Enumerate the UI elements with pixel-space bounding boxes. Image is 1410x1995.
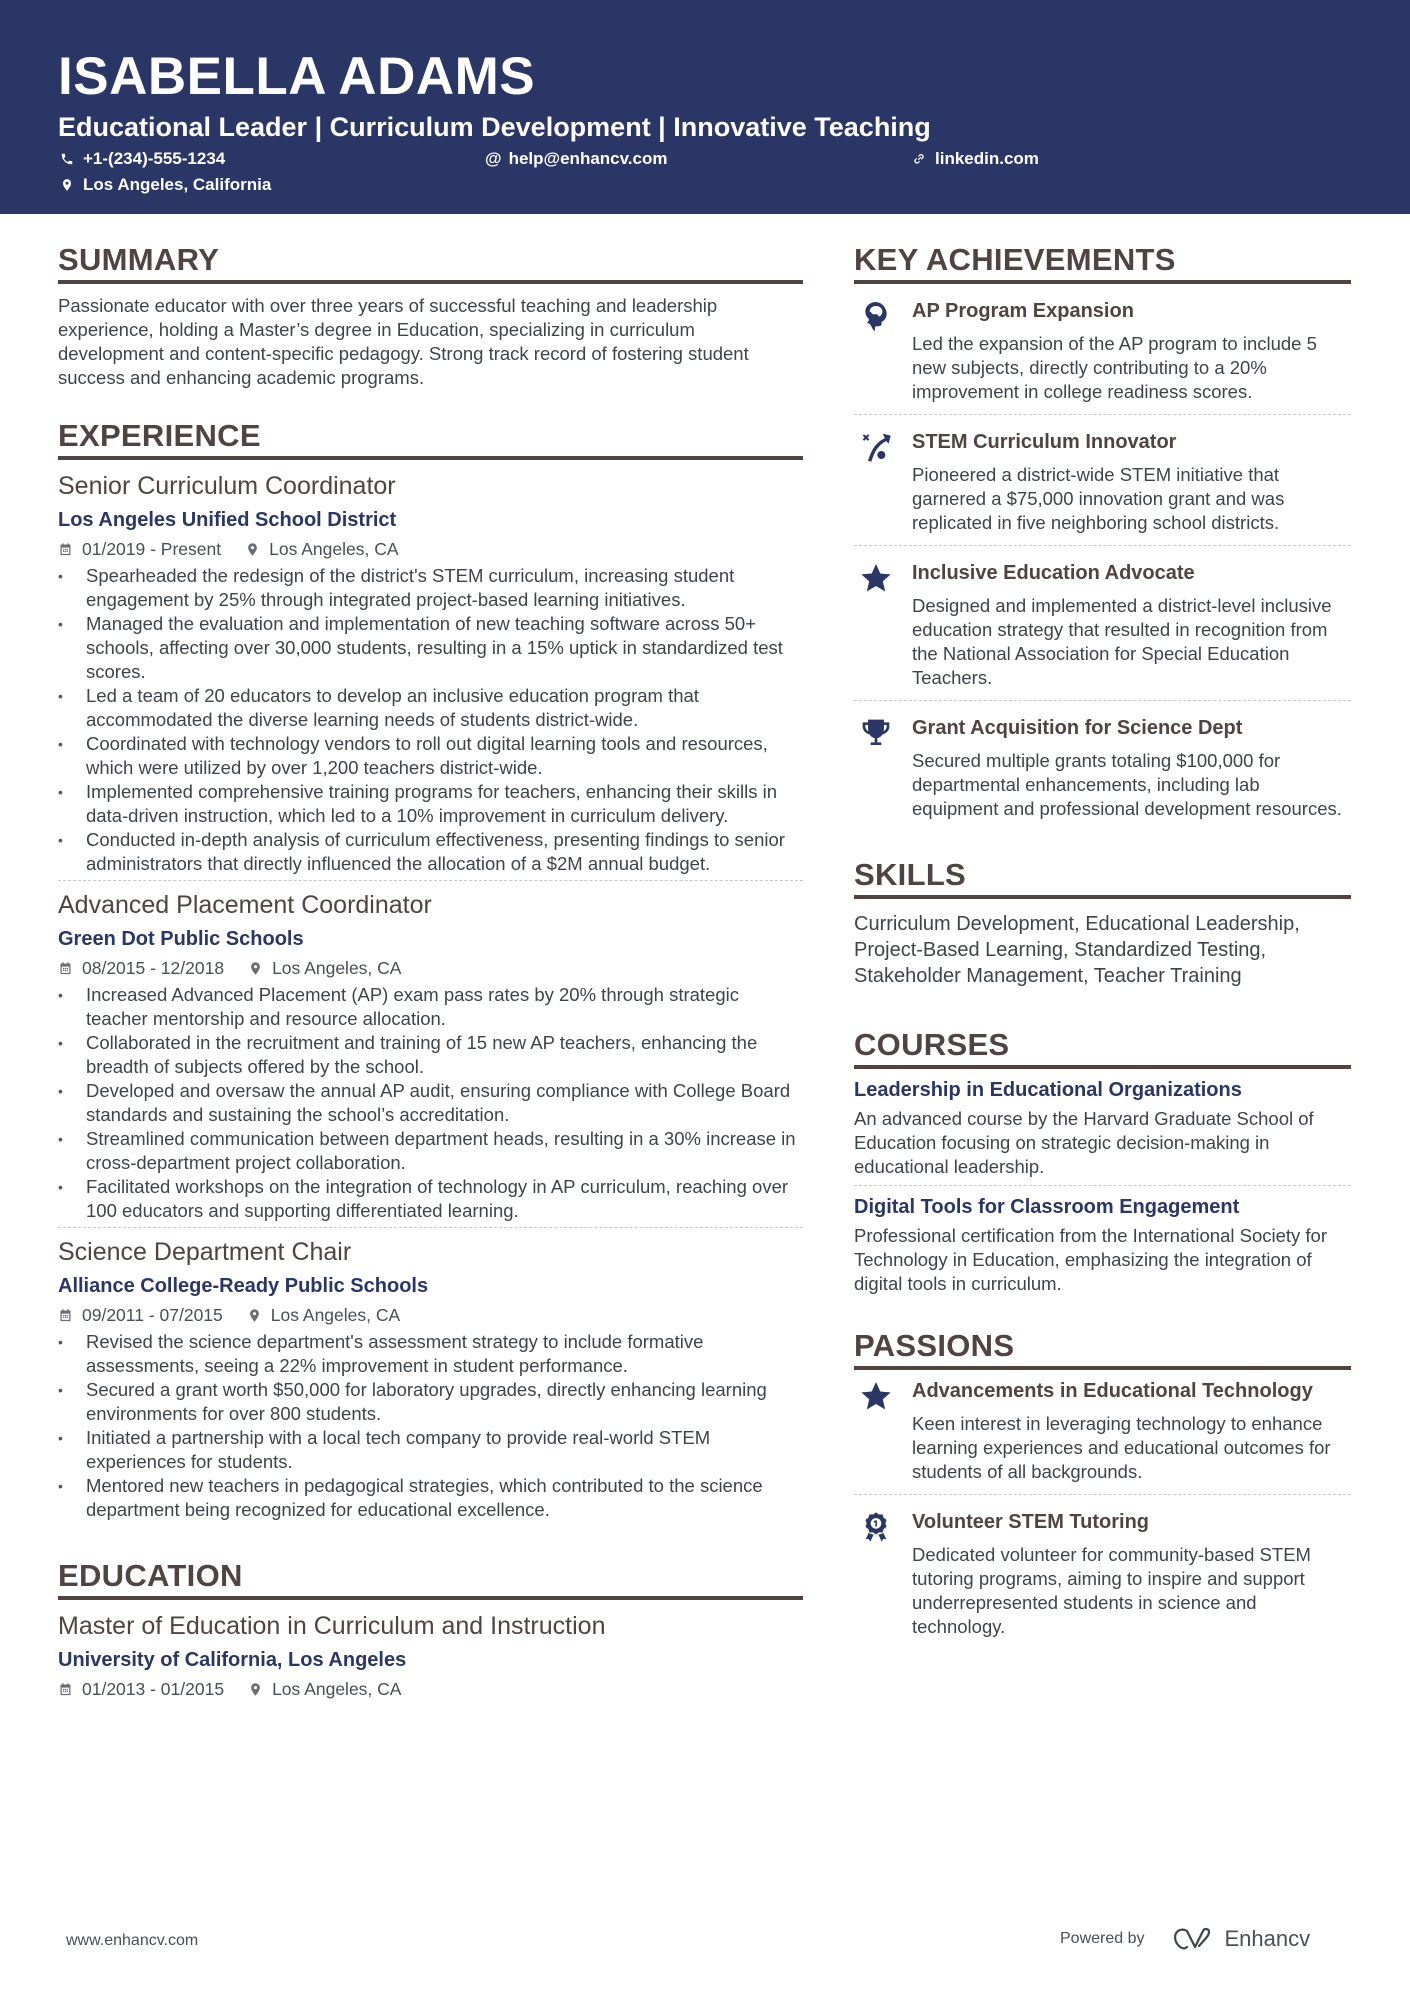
job-bullet: • Mentored new teachers in pedagogical strategies, which contributed to the science department being recognized for educational excellence. <box>58 1474 803 1522</box>
trophy-icon <box>860 717 892 749</box>
candidate-name: ISABELLA ADAMS <box>58 47 536 106</box>
passions-section <box>854 1326 1351 1649</box>
skills-section <box>854 855 1351 989</box>
resume-header <box>0 0 1410 214</box>
achievements-heading: KEY ACHIEVEMENTS <box>854 240 1351 284</box>
at-icon: @ <box>485 149 502 168</box>
linkedin-text: linkedin.com <box>935 149 1039 168</box>
calendar-icon <box>58 542 73 557</box>
job-location <box>247 1302 400 1328</box>
passion-desc: Dedicated volunteer for community-based STEM tutoring programs, aiming to inspire and support underrepresented students in science and technology. <box>912 1544 1311 1637</box>
job-bullet: • Streamlined communication between department heads, resulting in a 30% increase in cross-department project collaboration. <box>58 1127 803 1175</box>
footer-branding <box>1060 1926 1310 1952</box>
education-section <box>58 1556 803 1706</box>
course-item <box>854 1069 1351 1185</box>
job-bullets <box>58 983 803 1223</box>
calendar-icon <box>58 1308 73 1323</box>
experience-entry <box>58 1227 803 1526</box>
powered-by-label: Powered by <box>1060 1930 1145 1947</box>
education-location-text: Los Angeles, CA <box>272 1679 402 1699</box>
job-location <box>245 536 398 562</box>
passion-title: Advancements in Educational Technology <box>912 1380 1313 1402</box>
award-ribbon-icon <box>860 1511 892 1543</box>
job-bullet: • Secured a grant worth $50,000 for laboratory upgrades, directly enhancing learning environments for over 800 students. <box>58 1378 803 1426</box>
passion-title: Volunteer STEM Tutoring <box>912 1511 1150 1533</box>
job-meta <box>58 955 803 981</box>
star-icon <box>860 1380 892 1412</box>
job-bullets <box>58 564 803 876</box>
experience-entry <box>58 880 803 1227</box>
course-desc: An advanced course by the Harvard Graduate School of Education focusing on strategic decision-making in educational leadership. <box>854 1108 1314 1177</box>
location-text: Los Angeles, California <box>83 175 272 194</box>
experience-section <box>58 416 803 1526</box>
contact-phone[interactable] <box>60 148 225 170</box>
experience-heading: EXPERIENCE <box>58 416 803 460</box>
passion-item <box>854 1494 1351 1649</box>
education-location <box>248 1676 401 1702</box>
job-bullet: • Implemented comprehensive training programs for teachers, enhancing their skills in data-driven instruction, which led to a 10% improvement in curriculum delivery. <box>58 780 803 828</box>
passion-item <box>854 1370 1351 1494</box>
company-name: Alliance College-Ready Public Schools <box>58 1275 429 1297</box>
company-name: Green Dot Public Schools <box>58 928 304 950</box>
summary-heading: SUMMARY <box>58 240 803 284</box>
job-bullet: • Initiated a partnership with a local tech company to provide real-world STEM experiences for students. <box>58 1426 803 1474</box>
job-bullet: • Developed and oversaw the annual AP audit, ensuring compliance with College Board standards and sustaining the school’s accreditation. <box>58 1079 803 1127</box>
job-bullet: • Coordinated with technology vendors to roll out digital learning tools and resources, which were utilized by over 1,200 teachers district-wide. <box>58 732 803 780</box>
achievement-desc: Secured multiple grants totaling $100,000 for departmental enhancements, including lab equipment and professional development resources. <box>912 750 1342 819</box>
job-location-text: Los Angeles, CA <box>270 1305 401 1325</box>
job-title: Science Department Chair <box>58 1238 352 1266</box>
achievement-item <box>854 284 1351 414</box>
job-dates: 08/2015 - 12/2018 <box>82 958 225 978</box>
phone-text: +1-(234)-555-1234 <box>83 149 226 168</box>
job-bullet: • Spearheaded the redesign of the district's STEM curriculum, increasing student engagement by 25% through integrated project-based learning initiatives. <box>58 564 803 612</box>
achievement-title: Inclusive Education Advocate <box>912 562 1195 584</box>
location-pin-icon <box>60 178 74 192</box>
job-bullet: • Revised the science department's assessment strategy to include formative assessments, seeing a 22% improvement in student performance. <box>58 1330 803 1378</box>
achievement-item <box>854 414 1351 545</box>
link-icon <box>912 152 926 166</box>
location-pin-icon <box>247 1308 262 1323</box>
head-brain-icon <box>860 300 892 332</box>
achievement-desc: Led the expansion of the AP program to include 5 new subjects, directly contributing to a 20% improvement in college readiness scores. <box>912 333 1317 402</box>
contact-location <box>60 174 271 196</box>
education-heading: EDUCATION <box>58 1556 803 1600</box>
school-name: University of California, Los Angeles <box>58 1649 407 1671</box>
course-item <box>854 1185 1351 1302</box>
summary-text: Passionate educator with over three years of successful teaching and leadership experience, holding a Master’s degree in Education, specializing in curriculum development and content-specific pedagogy. Strong track record of fostering student success and enhancing academic programs. <box>58 295 749 388</box>
passion-desc: Keen interest in leveraging technology to enhance learning experiences and educational outcomes for students of all backgrounds. <box>912 1413 1331 1482</box>
achievement-title: STEM Curriculum Innovator <box>912 431 1177 453</box>
star-icon <box>860 562 892 594</box>
job-bullet: • Conducted in-depth analysis of curriculum effectiveness, presenting findings to senior administrators that directly influenced the allocation of a $2M annual budget. <box>58 828 803 876</box>
achievement-title: AP Program Expansion <box>912 300 1134 322</box>
education-meta <box>58 1676 803 1702</box>
brand-name: Enhancv <box>1224 1926 1311 1951</box>
education-entry <box>58 1600 803 1706</box>
job-dates: 01/2019 - Present <box>82 539 222 559</box>
achievement-title: Grant Acquisition for Science Dept <box>912 717 1243 739</box>
contact-email[interactable] <box>485 148 668 170</box>
job-bullet: • Increased Advanced Placement (AP) exam pass rates by 20% through strategic teacher mentorship and resource allocation. <box>58 983 803 1031</box>
job-meta <box>58 536 803 562</box>
job-location-text: Los Angeles, CA <box>272 958 402 978</box>
course-desc: Professional certification from the International Society for Technology in Education, emphasizing the integration of digital tools in curriculum. <box>854 1225 1328 1294</box>
location-pin-icon <box>245 542 260 557</box>
courses-heading: COURSES <box>854 1025 1351 1069</box>
course-title: Digital Tools for Classroom Engagement <box>854 1196 1240 1218</box>
email-text: help@enhancv.com <box>508 149 668 168</box>
degree-title: Master of Education in Curriculum and Instruction <box>58 1612 606 1640</box>
job-location-text: Los Angeles, CA <box>269 539 399 559</box>
left-column <box>58 240 803 1730</box>
phone-icon <box>60 152 74 166</box>
job-bullet: • Collaborated in the recruitment and training of 15 new AP teachers, enhancing the breadth of subjects offered by the school. <box>58 1031 803 1079</box>
enhancv-logo-icon <box>1171 1926 1217 1952</box>
job-bullet: • Managed the evaluation and implementation of new teaching software across 50+ schools, affecting over 30,000 students, resulting in a 15% uptick in standardized test scores. <box>58 612 803 684</box>
job-bullet: • Led a team of 20 educators to develop an inclusive education program that accommodated the diverse learning needs of students district-wide. <box>58 684 803 732</box>
summary-section <box>58 240 803 390</box>
job-title: Senior Curriculum Coordinator <box>58 472 396 500</box>
strategy-icon <box>860 431 892 463</box>
location-pin-icon <box>248 1682 263 1697</box>
achievement-desc: Designed and implemented a district-level inclusive education strategy that resulted in recognition from the National Association for Special Education Teachers. <box>912 595 1332 688</box>
skills-heading: SKILLS <box>854 855 1351 899</box>
job-dates: 09/2011 - 07/2015 <box>82 1305 223 1325</box>
education-dates: 01/2013 - 01/2015 <box>82 1679 225 1699</box>
contact-linkedin[interactable] <box>912 148 1039 170</box>
achievements-section <box>854 240 1351 831</box>
achievement-item <box>854 545 1351 700</box>
achievement-item <box>854 700 1351 831</box>
job-bullet: • Facilitated workshops on the integration of technology in AP curriculum, reaching over 100 educators and supporting differentiated learning. <box>58 1175 803 1223</box>
passions-heading: PASSIONS <box>854 1326 1351 1370</box>
courses-section <box>854 1025 1351 1302</box>
job-location <box>248 955 401 981</box>
company-name: Los Angeles Unified School District <box>58 509 397 531</box>
right-column <box>854 240 1351 1673</box>
location-pin-icon <box>248 961 263 976</box>
skills-list: Curriculum Development, Educational Leadership, Project-Based Learning, Standardized Testing, Stakeholder Management, Teacher Training <box>854 913 1300 987</box>
enhancv-logo[interactable] <box>1171 1926 1311 1952</box>
job-bullets <box>58 1330 803 1522</box>
experience-entry <box>58 460 803 880</box>
candidate-headline: Educational Leader | Curriculum Development | Innovative Teaching <box>58 112 931 142</box>
footer-website[interactable]: www.enhancv.com <box>66 1932 199 1949</box>
job-title: Advanced Placement Coordinator <box>58 891 432 919</box>
calendar-icon <box>58 961 73 976</box>
achievement-desc: Pioneered a district-wide STEM initiative that garnered a $75,000 innovation grant and was replicated in five neighboring school districts. <box>912 464 1285 533</box>
course-title: Leadership in Educational Organizations <box>854 1079 1242 1101</box>
calendar-icon <box>58 1682 73 1697</box>
job-meta <box>58 1302 803 1328</box>
